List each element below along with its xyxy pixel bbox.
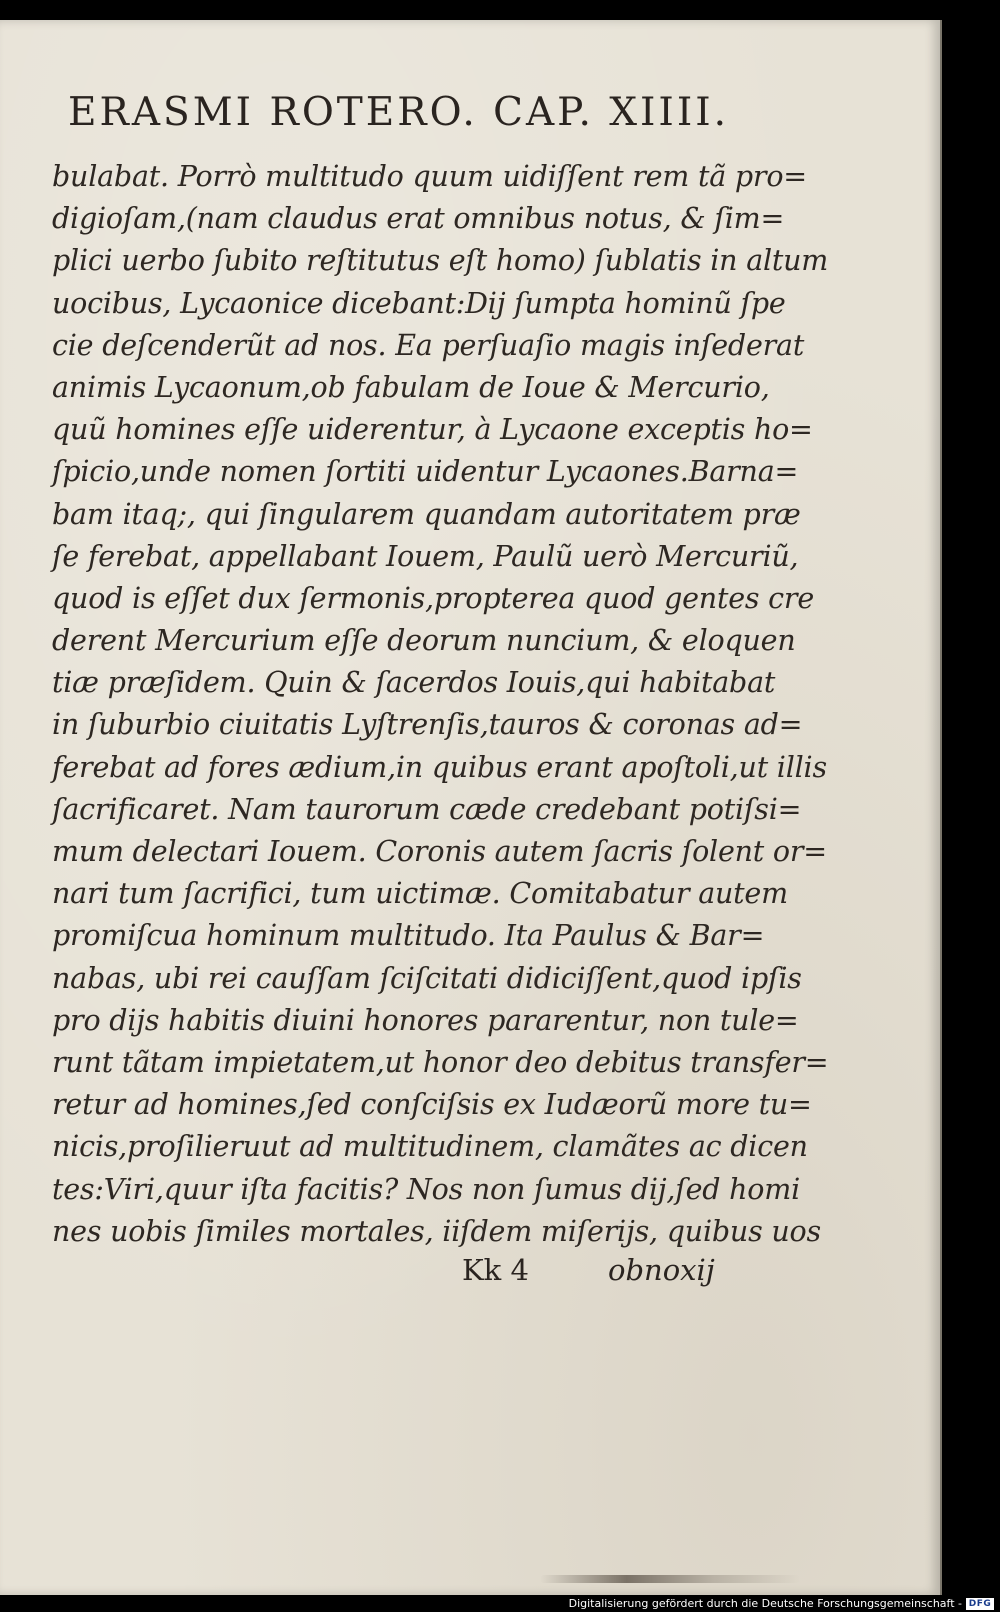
text-line: pro dijs habitis diuini honores pararentur, non tule= xyxy=(52,1003,799,1037)
text-line: cie deſcenderũt ad nos. Ea perſuaſio magis inſederat xyxy=(52,328,805,362)
book-page xyxy=(0,20,942,1595)
signature-mark: Kk 4 xyxy=(462,1253,529,1287)
text-line: nes uobis ſimiles mortales, iiſdem miſerijs, quibus uos xyxy=(52,1214,821,1248)
text-line: mum delectari Iouem. Coronis autem ſacris ſolent or= xyxy=(52,835,827,868)
text-line: ſpicio,unde nomen ſortiti uidentur Lycaones.Barna= xyxy=(52,455,799,489)
text-line: quũ homines eſſe uiderentur, à Lycaone exceptis ho= xyxy=(52,413,813,447)
text-line: tiæ præſidem. Quin & ſacerdos Iouis,qui habitabat xyxy=(52,666,776,700)
catchword: obnoxij xyxy=(608,1253,715,1287)
footer-credit: Digitalisierung gefördert durch die Deutsche Forschungsgemeinschaft - xyxy=(568,1597,962,1610)
text-line: uocibus, Lycaonice dicebant:Dij ſumpta hominũ ſpe xyxy=(52,286,786,320)
text-line: nari tum ſacrifici, tum uictimæ. Comitabatur autem xyxy=(52,877,788,911)
text-line: ſe ferebat, appellabant Iouem, Paulũ uerò Mercuriũ, xyxy=(52,539,799,573)
text-line: digioſam,(nam claudus erat omnibus notus, & ſim= xyxy=(52,202,785,236)
text-line: bam itaq;, qui ſingularem quandam autoritatem præ xyxy=(52,497,801,531)
text-line: plici uerbo ſubito reſtitutus eſt homo) ſublatis in altum xyxy=(52,244,829,278)
footer-bar xyxy=(0,1596,1000,1612)
body-text xyxy=(52,156,829,1253)
text-line: derent Mercurium eſſe deorum nuncium, & eloquen xyxy=(52,624,796,658)
text-line: ſacrificaret. Nam taurorum cæde credebant potiſsi= xyxy=(52,792,802,826)
text-line: bulabat. Porrò multitudo quum uidiſſent rem tã pro= xyxy=(52,160,807,193)
dfg-logo: DFG xyxy=(966,1598,994,1610)
running-head: ERASMI ROTERO. CAP. XIIII. xyxy=(68,90,730,135)
text-line: in ſuburbio ciuitatis Lyſtrenſis,tauros & coronas ad= xyxy=(52,708,803,742)
text-line: nabas, ubi rei cauſſam ſciſcitati didiciſſent,quod ipſis xyxy=(52,961,802,995)
text-line: runt tãtam impietatem,ut honor deo debitus transfer= xyxy=(52,1045,829,1079)
text-line: retur ad homines,ſed conſciſsis ex Iudæorũ more tu= xyxy=(52,1088,812,1122)
text-line: promiſcua hominum multitudo. Ita Paulus & Bar= xyxy=(52,919,765,953)
text-line: animis Lycaonum,ob fabulam de Ioue & Mercurio, xyxy=(52,370,770,404)
text-line: quod is eſſet dux ſermonis,propterea quod gentes cre xyxy=(52,581,815,615)
text-line: tes:Viri,quur iſta facitis? Nos non ſumus dij,ſed homi xyxy=(52,1172,800,1206)
text-line: ferebat ad fores ædium,in quibus erant apoſtoli,ut illis xyxy=(52,750,827,784)
text-line: nicis,proſilieruut ad multitudinem, clamãtes ac dicen xyxy=(52,1130,808,1164)
page-edge-smudge xyxy=(540,1575,800,1583)
